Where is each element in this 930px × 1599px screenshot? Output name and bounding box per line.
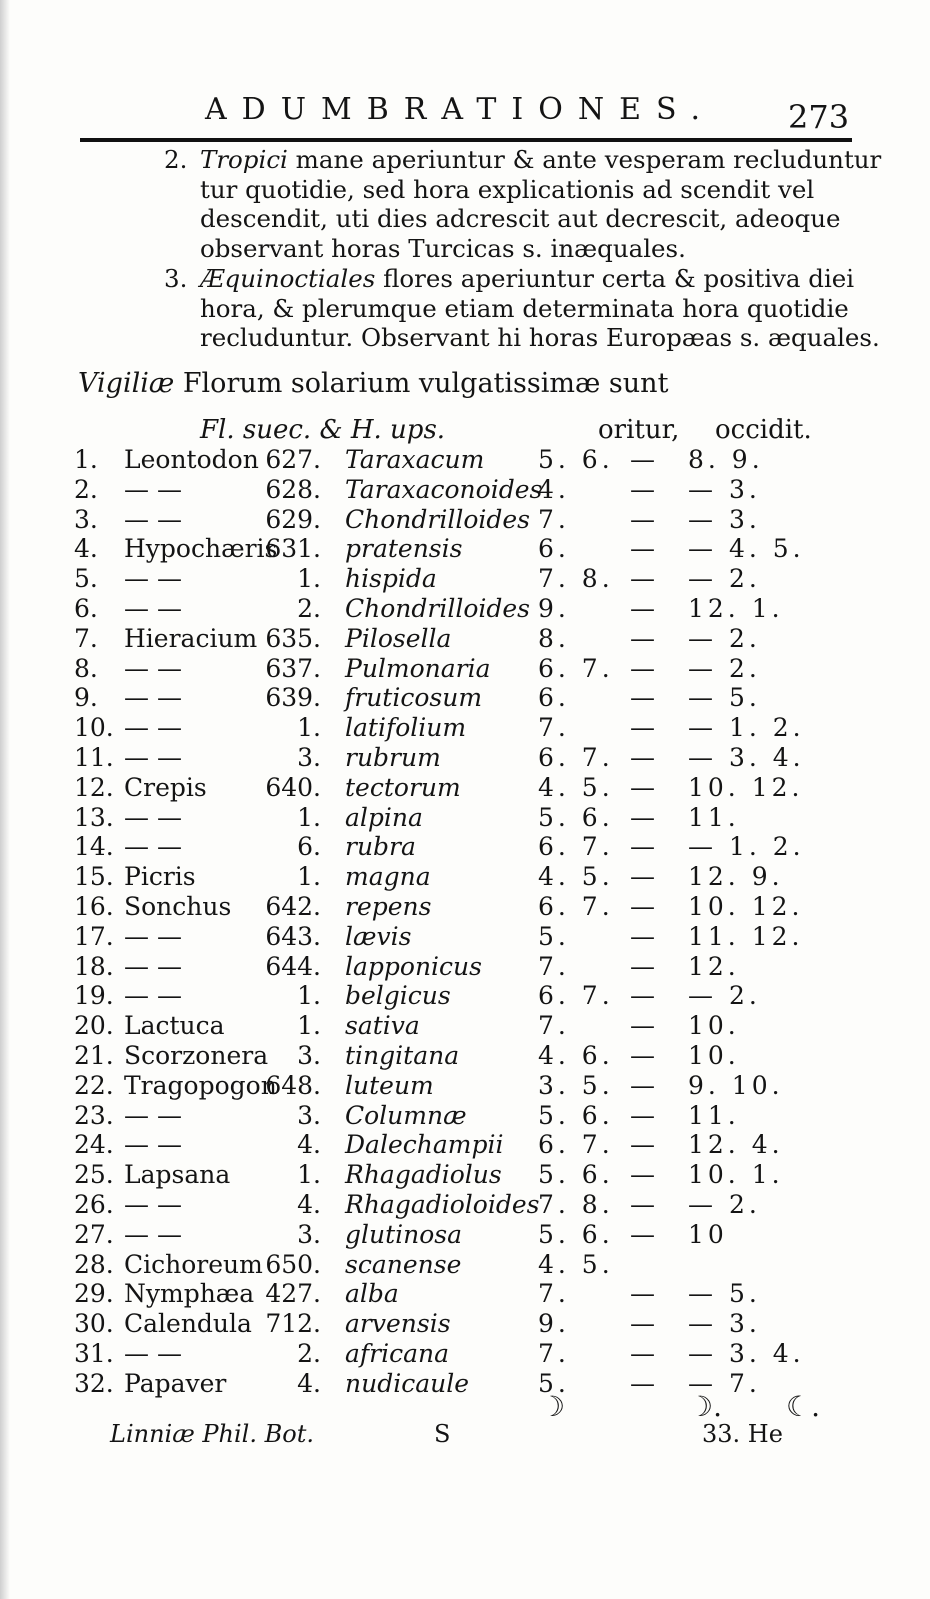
occidit-hours: 10. 12.: [688, 772, 804, 802]
page-reference: 2.: [297, 1339, 321, 1368]
row-number: 6.: [74, 594, 98, 623]
occidit-hours: — 3.: [688, 1309, 761, 1339]
genus-name: — —: [124, 504, 182, 534]
hour-dash: —: [630, 653, 655, 683]
oritur-hours: 5.: [538, 921, 570, 951]
hour-dash: —: [630, 1100, 655, 1130]
page-reference: 639.: [265, 683, 321, 713]
moon-symbol-ortus: ☽: [540, 1390, 566, 1423]
species-name: tectorum: [345, 772, 461, 802]
page-reference: 644.: [265, 951, 321, 981]
species-name: rubra: [345, 832, 416, 862]
table-row: [0, 862, 930, 892]
occidit-hours: 11.: [688, 1100, 740, 1130]
occidit-hours: 12.: [688, 951, 740, 981]
occidit-hours: 11. 12.: [688, 921, 804, 951]
page-number: 273: [788, 98, 850, 136]
row-number: 23.: [74, 1100, 114, 1130]
genus-name: Nymphæa: [124, 1279, 255, 1309]
oritur-hours: 5. 6.: [538, 445, 614, 474]
hour-dash: —: [630, 951, 655, 981]
genus-name: Scorzonera: [124, 1041, 269, 1070]
occidit-hours: — 2.: [688, 1190, 761, 1219]
oritur-hours: 7.: [538, 1011, 570, 1041]
paragraph-line: Æquinoctiales flores aperiuntur certa & positiva diei: [200, 264, 855, 293]
column-header-oritur: oritur,: [598, 415, 680, 445]
species-name: Chondrilloides: [345, 504, 530, 534]
species-name: Rhagadioloides: [345, 1190, 540, 1219]
hour-dash: —: [630, 564, 655, 594]
oritur-hours: 7. 8.: [538, 1190, 614, 1219]
occidit-hours: 11.: [688, 802, 740, 832]
row-number: 30.: [74, 1309, 114, 1339]
page-reference: 1.: [297, 1160, 321, 1190]
hour-dash: —: [630, 981, 655, 1011]
oritur-hours: 6. 7.: [538, 653, 614, 683]
species-name: Pilosella: [345, 623, 452, 653]
species-name: tingitana: [345, 1041, 460, 1070]
genus-name: Leontodon: [124, 445, 259, 474]
table-row: [0, 922, 930, 952]
page-reference: 712.: [265, 1309, 321, 1339]
paragraph-line: hora, & plerumque etiam determinata hora quotidie: [200, 293, 849, 323]
moon-symbol-extra: ☾.: [786, 1390, 821, 1423]
catchword: 33. He: [702, 1420, 783, 1448]
genus-name: — —: [124, 802, 182, 832]
occidit-hours: 12. 1.: [688, 594, 784, 623]
oritur-hours: 5. 6.: [538, 1100, 614, 1130]
paragraph-line: observant horas Turcicas s. inæquales.: [200, 233, 686, 263]
species-name: sativa: [345, 1011, 420, 1041]
row-number: 27.: [74, 1219, 114, 1249]
genus-name: — —: [124, 743, 182, 772]
occidit-hours: 10. 12.: [688, 892, 804, 921]
occidit-hours: — 1. 2.: [688, 832, 805, 862]
genus-name: — —: [124, 1339, 182, 1368]
column-header-occidit: occidit.: [715, 415, 812, 445]
oritur-hours: 3. 5.: [538, 1070, 614, 1100]
species-name: latifolium: [345, 713, 467, 743]
page-reference: 648.: [265, 1070, 321, 1100]
paragraph-line: recluduntur. Observant hi horas Europæas s. æquales.: [200, 323, 880, 352]
oritur-hours: 4. 5.: [538, 772, 614, 802]
table-row: [0, 1190, 930, 1220]
genus-name: Lapsana: [124, 1160, 231, 1190]
species-name: luteum: [345, 1070, 434, 1100]
oritur-hours: 4.: [538, 474, 570, 504]
genus-name: Hieracium: [124, 623, 258, 653]
genus-name: — —: [124, 713, 182, 743]
page-reference: 627.: [265, 445, 321, 474]
occidit-hours: — 4. 5.: [688, 534, 805, 564]
hour-dash: —: [630, 1041, 655, 1070]
row-number: 18.: [74, 951, 114, 981]
oritur-hours: 7.: [538, 1339, 570, 1368]
oritur-hours: 7.: [538, 713, 570, 743]
row-number: 21.: [74, 1041, 114, 1070]
page-reference: 642.: [265, 892, 321, 921]
oritur-hours: 9.: [538, 594, 570, 623]
occidit-hours: — 5.: [688, 1279, 761, 1309]
oritur-hours: 6. 7.: [538, 743, 614, 772]
hour-dash: —: [630, 1368, 655, 1398]
row-number: 28.: [74, 1249, 114, 1279]
page-reference: 635.: [265, 623, 321, 653]
paragraph-tropici: [164, 145, 882, 263]
occidit-hours: — 2.: [688, 653, 761, 683]
table-row: [0, 1309, 930, 1339]
row-number: 16.: [74, 892, 114, 921]
page-reference: 427.: [265, 1279, 321, 1309]
hour-dash: —: [630, 683, 655, 713]
table-row: [0, 803, 930, 833]
genus-name: Papaver: [124, 1368, 227, 1398]
paragraph-line: tur quotidie, sed hora explicationis ad scendit vel: [200, 174, 815, 204]
oritur-hours: 6.: [538, 683, 570, 713]
species-name: rubrum: [345, 743, 441, 772]
oritur-hours: 8.: [538, 623, 570, 653]
occidit-hours: 10.: [688, 1011, 740, 1041]
table-row: [0, 952, 930, 982]
species-name: Chondrilloides: [345, 594, 530, 623]
occidit-hours: — 2.: [688, 623, 761, 653]
table-row: [0, 1101, 930, 1131]
page-reference: 640.: [265, 772, 321, 802]
species-name: hispida: [345, 564, 437, 594]
table-row: [0, 594, 930, 624]
row-number: 17.: [74, 921, 114, 951]
genus-name: — —: [124, 951, 182, 981]
table-row: [0, 773, 930, 803]
row-number: 29.: [74, 1279, 114, 1309]
hour-dash: —: [630, 1339, 655, 1368]
oritur-hours: 4. 5.: [538, 1249, 614, 1279]
row-number: 9.: [74, 683, 98, 713]
species-name: africana: [345, 1339, 450, 1368]
occidit-hours: — 2.: [688, 564, 761, 594]
row-number: 8.: [74, 653, 98, 683]
species-name: Columnæ: [345, 1100, 467, 1130]
page-reference: 4.: [297, 1130, 321, 1160]
table-row: [0, 475, 930, 505]
genus-name: Hypochæris: [124, 534, 278, 564]
page-reference: 631.: [265, 534, 321, 564]
oritur-hours: 5. 6.: [538, 1219, 614, 1249]
paragraph-aequinoctiales: [164, 264, 880, 353]
row-number: 14.: [74, 832, 114, 862]
page-reference: 1.: [297, 564, 321, 594]
hour-dash: —: [630, 1070, 655, 1100]
row-number: 3.: [74, 504, 98, 534]
occidit-hours: — 3. 4.: [688, 1339, 805, 1368]
page-reference: 1.: [297, 1011, 321, 1041]
page-reference: 4.: [297, 1190, 321, 1219]
row-number: 32.: [74, 1368, 114, 1398]
hour-dash: —: [630, 474, 655, 504]
running-head: ADUMBRATIONES.: [205, 92, 715, 127]
occidit-hours: 12. 4.: [688, 1130, 784, 1160]
occidit-hours: 10.: [688, 1041, 740, 1070]
oritur-hours: 6.: [538, 534, 570, 564]
oritur-hours: 5. 6.: [538, 802, 614, 832]
genus-name: — —: [124, 981, 182, 1011]
occidit-hours: 8. 9.: [688, 445, 764, 474]
hour-dash: —: [630, 445, 655, 474]
row-number: 24.: [74, 1130, 114, 1160]
genus-name: — —: [124, 594, 182, 623]
hour-dash: —: [630, 1219, 655, 1249]
oritur-hours: 6. 7.: [538, 1130, 614, 1160]
row-number: 1.: [74, 445, 98, 474]
page-reference: 628.: [265, 474, 321, 504]
page-reference: 1.: [297, 862, 321, 892]
header-rule: [80, 138, 852, 142]
occidit-hours: 10: [688, 1219, 728, 1249]
genus-name: Picris: [124, 862, 196, 892]
species-name: Taraxaconoides: [345, 474, 543, 504]
genus-name: Tragopogon: [124, 1070, 277, 1100]
row-number: 15.: [74, 862, 114, 892]
hour-dash: —: [630, 1130, 655, 1160]
hour-dash: —: [630, 534, 655, 564]
genus-name: Lactuca: [124, 1011, 225, 1041]
table-row: [0, 534, 930, 564]
page-reference: 629.: [265, 504, 321, 534]
genus-name: Crepis: [124, 772, 207, 802]
paragraph-number: 3.: [164, 264, 188, 293]
hour-dash: —: [630, 1279, 655, 1309]
row-number: 7.: [74, 623, 98, 653]
row-number: 19.: [74, 981, 114, 1011]
page-reference: 3.: [297, 1100, 321, 1130]
table-row: [0, 683, 930, 713]
genus-name: Calendula: [124, 1309, 252, 1339]
species-name: nudicaule: [345, 1368, 469, 1398]
table-row: [0, 654, 930, 684]
table-row: [0, 624, 930, 654]
occidit-hours: — 1. 2.: [688, 713, 805, 743]
species-name: Rhagadiolus: [345, 1160, 502, 1190]
table-row: [0, 981, 930, 1011]
genus-name: — —: [124, 474, 182, 504]
table-row: [0, 892, 930, 922]
species-name: lævis: [345, 921, 412, 951]
hour-dash: —: [630, 892, 655, 921]
table-row: [0, 1339, 930, 1369]
hour-dash: —: [630, 594, 655, 623]
species-name: alba: [345, 1279, 399, 1309]
oritur-hours: 5. 6.: [538, 1160, 614, 1190]
oritur-hours: 9.: [538, 1309, 570, 1339]
row-number: 10.: [74, 713, 114, 743]
species-name: fruticosum: [345, 683, 483, 713]
row-number: 31.: [74, 1339, 114, 1368]
page-reference: 6.: [297, 832, 321, 862]
page-reference: 637.: [265, 653, 321, 683]
hour-dash: —: [630, 921, 655, 951]
oritur-hours: 6. 7.: [538, 892, 614, 921]
species-name: alpina: [345, 802, 423, 832]
genus-name: Sonchus: [124, 892, 232, 921]
hour-dash: —: [630, 802, 655, 832]
moon-symbol-occidit: ☽.: [688, 1390, 723, 1423]
oritur-hours: 6. 7.: [538, 981, 614, 1011]
species-name: belgicus: [345, 981, 451, 1011]
genus-name: Cichoreum: [124, 1249, 263, 1279]
page-reference: 1.: [297, 802, 321, 832]
table-row: [0, 743, 930, 773]
oritur-hours: 4. 5.: [538, 862, 614, 892]
row-number: 13.: [74, 802, 114, 832]
hour-dash: —: [630, 504, 655, 534]
hour-dash: —: [630, 862, 655, 892]
species-name: glutinosa: [345, 1219, 463, 1249]
row-number: 26.: [74, 1190, 114, 1219]
column-header-source: Fl. suec. & H. ups.: [200, 415, 446, 445]
footer-reference: Linniæ Phil. Bot.: [110, 1420, 314, 1448]
table-row: [0, 1160, 930, 1190]
genus-name: — —: [124, 1130, 182, 1160]
genus-name: — —: [124, 921, 182, 951]
occidit-hours: — 7.: [688, 1368, 761, 1398]
species-name: scanense: [345, 1249, 462, 1279]
species-name: pratensis: [345, 534, 463, 564]
hour-dash: —: [630, 772, 655, 802]
genus-name: — —: [124, 1190, 182, 1219]
occidit-hours: 12. 9.: [688, 862, 784, 892]
species-name: Taraxacum: [345, 445, 485, 474]
term-aequinoctiales: Æquinoctiales: [200, 264, 376, 293]
table-heading: Vigiliæ Florum solarium vulgatissimæ sunt: [78, 368, 669, 399]
oritur-hours: 7. 8.: [538, 564, 614, 594]
table-row: [0, 445, 930, 475]
occidit-hours: — 3. 4.: [688, 743, 805, 772]
row-number: 11.: [74, 743, 114, 772]
table-row: [0, 1279, 930, 1309]
table-row: [0, 1071, 930, 1101]
row-number: 12.: [74, 772, 114, 802]
table-row: [0, 1011, 930, 1041]
paragraph-number: 2.: [164, 145, 188, 174]
oritur-hours: 7.: [538, 1279, 570, 1309]
table-row: [0, 1220, 930, 1250]
genus-name: — —: [124, 683, 182, 713]
occidit-hours: 10. 1.: [688, 1160, 784, 1190]
hour-dash: —: [630, 1011, 655, 1041]
row-number: 5.: [74, 564, 98, 594]
hour-dash: —: [630, 1309, 655, 1339]
oritur-hours: 7.: [538, 951, 570, 981]
table-row: [0, 505, 930, 535]
occidit-hours: — 3.: [688, 504, 761, 534]
signature-mark: S: [434, 1420, 451, 1448]
row-number: 22.: [74, 1070, 114, 1100]
table-row: [0, 1041, 930, 1071]
species-name: lapponicus: [345, 951, 482, 981]
hour-dash: —: [630, 743, 655, 772]
species-name: Dalechampii: [345, 1130, 504, 1160]
hour-dash: —: [630, 713, 655, 743]
page-reference: 2.: [297, 594, 321, 623]
page-reference: 1.: [297, 981, 321, 1011]
species-name: arvensis: [345, 1309, 451, 1339]
table-row: [0, 1250, 930, 1280]
page-reference: 3.: [297, 1041, 321, 1070]
species-name: magna: [345, 862, 431, 892]
genus-name: — —: [124, 653, 182, 683]
genus-name: — —: [124, 1219, 182, 1249]
page-reference: 3.: [297, 743, 321, 772]
occidit-hours: — 5.: [688, 683, 761, 713]
occidit-hours: — 3.: [688, 474, 761, 504]
hour-dash: —: [630, 1190, 655, 1219]
oritur-hours: 6. 7.: [538, 832, 614, 862]
term-tropici: Tropici: [200, 145, 288, 174]
occidit-hours: — 2.: [688, 981, 761, 1011]
hour-dash: —: [630, 1160, 655, 1190]
paragraph-line: Tropici mane aperiuntur & ante vesperam recluduntur: [200, 145, 882, 174]
hour-dash: —: [630, 623, 655, 653]
hour-dash: —: [630, 832, 655, 862]
page-reference: 4.: [297, 1368, 321, 1398]
occidit-hours: 9. 10.: [688, 1070, 784, 1100]
page-reference: 1.: [297, 713, 321, 743]
paragraph-line: descendit, uti dies adcrescit aut decrescit, adeoque: [200, 204, 841, 233]
table-row: [0, 713, 930, 743]
page-reference: 3.: [297, 1219, 321, 1249]
row-number: 4.: [74, 534, 98, 564]
page-reference: 650.: [265, 1249, 321, 1279]
table-row: [0, 1130, 930, 1160]
oritur-hours: 7.: [538, 504, 570, 534]
species-name: Pulmonaria: [345, 653, 491, 683]
genus-name: — —: [124, 1100, 182, 1130]
row-number: 20.: [74, 1011, 114, 1041]
table-row: [0, 832, 930, 862]
genus-name: — —: [124, 564, 182, 594]
species-name: repens: [345, 892, 432, 921]
row-number: 25.: [74, 1160, 114, 1190]
row-number: 2.: [74, 474, 98, 504]
page-reference: 643.: [265, 921, 321, 951]
oritur-hours: 4. 6.: [538, 1041, 614, 1070]
table-row: [0, 564, 930, 594]
genus-name: — —: [124, 832, 182, 862]
oritur-hours: 5.: [538, 1368, 570, 1398]
